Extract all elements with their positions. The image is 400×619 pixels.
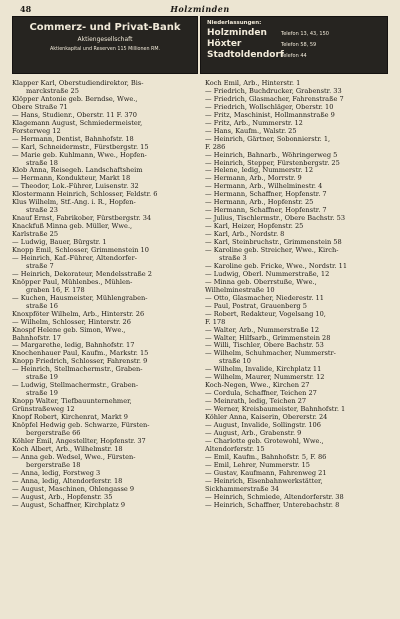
left-column	[12, 80, 197, 617]
directory-entry: — August, Arb., Hopfenstr. 35	[12, 493, 113, 501]
directory-entry: — Karl, Heizer, Hopfenstr. 25	[205, 223, 304, 231]
directory-entry: — Karl, Schneidermstr., Fürstbergstr. 15	[12, 143, 149, 151]
directory-entry: — Kuchen, Hausmeister, Mühlengraben-	[12, 294, 148, 302]
directory-entry: — Ludwig, Oberl. Nummerstraße, 12	[205, 270, 330, 278]
directory-entry: — Friedrich, Wollschläger, Oberstr. 10	[205, 103, 334, 111]
directory-entry: — Hermann, Arb., Wilhelminestr. 4	[205, 183, 323, 191]
directory-entry: Koch Emil, Arb., Hinterstr. 1	[205, 80, 301, 87]
directory-entry: Knopp Friedrich, Schlosser, Fahrenstr. 9	[12, 358, 148, 366]
directory-entry: Bahnhofstr. 17	[12, 334, 61, 342]
bank-capital: Aktienkapital und Reserven 115 Millionen RM.	[49, 47, 161, 52]
directory-entry: Koch-Negen, Wwe., Kirchen 27	[205, 382, 310, 390]
directory-entry: — Willi, Tischler, Obere Bachstr. 53	[205, 342, 324, 350]
directory-entry: Sickhammerstraße 34	[205, 485, 279, 493]
directory-entry: straße 19	[26, 374, 58, 382]
page-number: 48	[20, 4, 32, 14]
directory-entry: Knöpfel Hedwig geb. Schwarze, Fürsten-	[12, 421, 150, 429]
directory-entry: — Fritz, Arb., Nummerstr. 12	[205, 119, 303, 127]
bank-advertisement	[12, 16, 198, 74]
directory-entry: Köhler Emil, Angestellter, Hopfenstr. 37	[12, 437, 146, 445]
directory-entry: — Hermann, Dentist, Bahnhofstr. 18	[12, 135, 134, 143]
directory-entry: straße 23	[26, 207, 58, 215]
directory-entry: — Meinrath, ledig, Teichen 27	[205, 398, 307, 406]
directory-entry: — Hans, Studienr., Oberstr. 11 F. 370	[12, 111, 137, 119]
directory-entry: — Gustav, Kaufmann, Fahrenweg 21	[205, 469, 327, 477]
directory-entry: — August, Invalide, Sollingstr. 106	[205, 421, 321, 429]
right-column	[205, 80, 390, 617]
page-header	[10, 4, 390, 16]
directory-entry: — Ludwig, Bauer, Bürgstr. 1	[12, 239, 107, 247]
directory-entry: — Charlotte geb. Grotewohl, Wwe.,	[205, 437, 324, 445]
directory-entry: — Anna, ledig, Forstweg 3	[12, 469, 101, 477]
branches-advertisement	[200, 16, 388, 74]
directory-entry: — Hermann, Schaffner, Hopfenstr. 7	[205, 191, 327, 199]
directory-entry: — Ludwig, Stellmachermstr., Graben-	[12, 382, 139, 390]
directory-entry: bergerstraße 18	[26, 461, 81, 469]
directory-entry: straße 19	[26, 390, 58, 398]
directory-entry: — Karoline geb. Fricke, Wwe., Nordstr. 11	[205, 262, 348, 270]
directory-entry: Knopp Emil, Schlosser, Grimmenstein 10	[12, 247, 149, 255]
directory-entry: — Hermann, Schaffner, Hopfenstr. 7	[205, 207, 327, 215]
directory-entry: — Friedrich, Glasmacher, Fahrenstraße 7	[205, 95, 344, 103]
directory-entry: — Emil, Lehrer, Nummerstr. 15	[205, 461, 310, 469]
directory-entry: — Karl, Arb., Nordstr. 8	[205, 231, 285, 239]
bank-legal-form: Aktiengesellschaft	[77, 36, 133, 43]
directory-entry: — Julius, Tischlermstr., Obere Bachstr. 53	[205, 215, 346, 223]
directory-entry: — Hans, Kaufm., Walstr. 25	[205, 127, 297, 135]
directory-entry: straße 7	[26, 262, 54, 270]
branches-heading: Niederlassungen:	[207, 20, 262, 26]
directory-entry: straße 10	[219, 358, 251, 366]
directory-entry: Köhler Anna, Kaiserin, Obererstr. 24	[205, 414, 328, 422]
directory-entry: marckstraße 25	[26, 87, 79, 95]
directory-entry: — Heinrich, Stellmachermstr., Graben-	[12, 366, 143, 374]
directory-entry: bergerstraße 66	[26, 429, 81, 437]
directory-entry: Klostermann Heinrich, Schlosser, Feldstr. 6	[12, 191, 158, 199]
directory-entry: Knopp Walter, Tiefbauunternehmer,	[12, 398, 132, 406]
directory-entry: Grünstraßeweg 12	[12, 406, 75, 414]
directory-entry: — Heinrich, Stepper, Fürstenbergstr. 25	[205, 159, 340, 167]
directory-entry: Knoxpföter Wilhelm, Arb., Hinterstr. 26	[12, 310, 145, 318]
directory-entry: Klus Wilhelm, Stf.-Ang. i. R., Hopfen-	[12, 199, 136, 207]
directory-entry: — August, Arb., Grabenstr. 9	[205, 429, 302, 437]
branch-row	[207, 39, 383, 50]
directory-entry: — Wilhelm, Invalide, Kirchplatz 11	[205, 366, 322, 374]
directory-entry: Karlstraße 25	[12, 231, 59, 239]
directory-entry: — Robert, Redakteur, Vogelsang 10,	[205, 310, 326, 318]
directory-columns	[12, 80, 390, 617]
directory-entry: — Karl, Steinbruchstr., Grimmenstein 58	[205, 239, 342, 247]
directory-entry: straße 16	[26, 302, 58, 310]
directory-entry: straße 18	[26, 159, 58, 167]
directory-entry: — Wilhelm, Maurer, Nummerstr. 12	[205, 374, 325, 382]
directory-entry: F. 286	[205, 143, 226, 151]
directory-entry: straße 3	[219, 254, 247, 262]
directory-entry: Wilhelminestraße 10	[205, 286, 275, 294]
directory-entry: — Karoline geb. Streicher, Wwe., Kirch-	[205, 247, 339, 255]
directory-entry: Klapper Karl, Oberstudiendirektor, Bis-	[12, 80, 144, 87]
directory-entry: Forsterweg 12	[12, 127, 61, 135]
advertisement-banner	[12, 16, 388, 74]
directory-entry: Knopf Robert, Kirchenrat, Markt 9	[12, 414, 128, 422]
directory-entry: — Emil, Kaufm., Bahnhofstr. 5, F. 86	[205, 453, 327, 461]
directory-entry: — Paul, Postrat, Grauenberg 5	[205, 302, 307, 310]
directory-entry: F. 178	[205, 318, 226, 326]
directory-entry: — Hermann, Arb., Morrstr. 9	[205, 175, 302, 183]
directory-entry: — Walter, Arb., Nummerstraße 12	[205, 326, 320, 334]
directory-entry: Klöpper Antonie geb. Berndse, Wwe.,	[12, 95, 138, 103]
directory-entry: — Heinrich, Schmiede, Altendorferstr. 38	[205, 493, 344, 501]
branch-telephone: Telefon 13, 43, 150	[281, 31, 329, 37]
directory-entry: — Wilhelm, Schlosser, Hinterstr. 26	[12, 318, 131, 326]
directory-entry: — Hermann, Arb., Hopfenstr. 25	[205, 199, 314, 207]
directory-entry: — Anna geb. Wedsel, Wwe., Fürsten-	[12, 453, 136, 461]
running-title: Holzminden	[170, 4, 230, 14]
branch-row	[207, 28, 383, 39]
directory-entry: Koch Albert, Arb., Wilhelmstr. 18	[12, 445, 123, 453]
directory-entry: — Anna, ledig, Altendorferstr. 18	[12, 477, 123, 485]
branch-place: Holzminden	[207, 28, 267, 38]
directory-entry: — Friedrich, Buchdrucker, Grabenstr. 33	[205, 87, 342, 95]
directory-entry: — Heinrich, Kaf.-Führer, Altendorfer-	[12, 254, 137, 262]
directory-entry: Klagemann August, Schmiedermeister,	[12, 119, 143, 127]
directory-entry: Klob Anna, Reisegeh. Landschaftsheim	[12, 167, 143, 175]
branch-telephone: Telefon 58, 59	[281, 42, 317, 48]
directory-entry: — Walter, Hilfsarb., Grimmenstein 28	[205, 334, 331, 342]
directory-entry: — August, Schaffner, Kirchplatz 9	[12, 501, 126, 509]
directory-entry: — Otto, Glasmacher, Niederestr. 11	[205, 294, 324, 302]
directory-entry: Knauf Ernst, Fabrikober, Fürstbergstr. 34	[12, 215, 152, 223]
directory-entry: — Cordula, Schaffner, Teichen 27	[205, 390, 317, 398]
directory-entry: Knochenhauer Paul, Kaufm., Markstr. 15	[12, 350, 149, 358]
directory-entry: — Minna geb. Oberrstuße, Wwe.,	[205, 278, 317, 286]
directory-entry: Knackfuß Minna geb. Müller, Wwe.,	[12, 223, 133, 231]
directory-entry: — Fritz, Maschinist, Hollmannstraße 9	[205, 111, 335, 119]
directory-entry: — Heinrich, Bahnarb., Wöhringerweg 5	[205, 151, 338, 159]
directory-entry: Obere Straße 71	[12, 103, 68, 111]
directory-entry: — Margarethe, ledig, Bahnhofstr. 17	[12, 342, 135, 350]
bank-name: Commerz- und Privat-Bank	[29, 22, 181, 33]
directory-entry: — Helene, ledig, Nummerstr. 12	[205, 167, 314, 175]
directory-entry: — Wilhelm, Schuhmacher, Nummerstr-	[205, 350, 336, 358]
branch-row	[207, 50, 383, 61]
directory-entry: — Heinrich, Dekorateur, Mendelsstraße 2	[12, 270, 152, 278]
directory-entry: — August, Maschinen, Ohlengasse 9	[12, 485, 135, 493]
directory-entry: — Heinrich, Eisenbahnwerkstätter,	[205, 477, 323, 485]
directory-entry: — Heinrich, Gärtner, Sobonnierstr. 1,	[205, 135, 331, 143]
directory-entry: — Hermann, Kondukteur, Markt 18	[12, 175, 131, 183]
directory-entry: Knöpper Paul, Mühlenbes., Mühlen-	[12, 278, 133, 286]
branch-place: Stadtoldendorf	[207, 50, 284, 60]
directory-entry: — Heinrich, Schaffner, Unterebachstr. 8	[205, 501, 340, 509]
branch-place: Höxter	[207, 39, 242, 49]
directory-entry: — Werner, Kreisbaumeister, Bahnhofstr. 1	[205, 406, 346, 414]
directory-entry: Knospf Helene geb. Simon, Wwe.,	[12, 326, 126, 334]
directory-entry: graben 16, F. 178	[26, 286, 85, 294]
directory-entry: — Theodor, Lok.-Führer, Luisenstr. 32	[12, 183, 139, 191]
directory-entry: Altendorferstr. 15	[205, 445, 265, 453]
directory-entry: — Marie geb. Kuhlmann, Wwe., Hopfen-	[12, 151, 147, 159]
branch-telephone: Telefon 44	[281, 53, 307, 59]
